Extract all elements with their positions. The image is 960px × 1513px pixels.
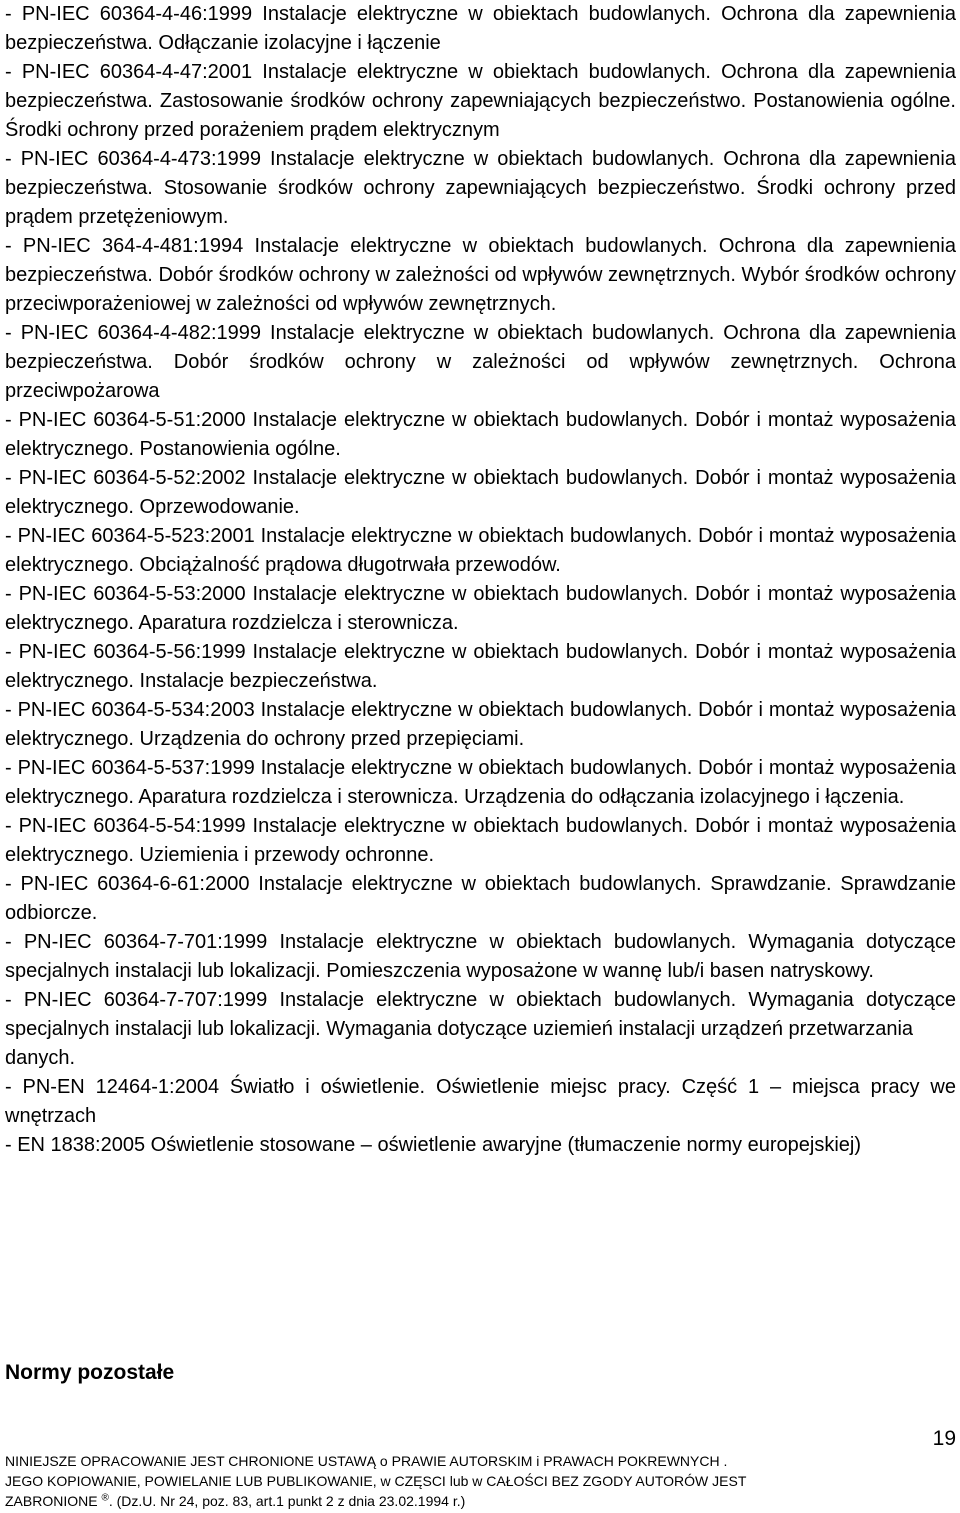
list-item: - PN-IEC 60364-5-537:1999 Instalacje elektryczne w obiektach budowlanych. Dobór i montaż wyposażenia elektrycznego. Aparatura rozdzielcza i sterownicza. Urządzenia do odłączania izolacyjnego i łączenia. [5,757,956,808]
list-item: - PN-IEC 60364-5-534:2003 Instalacje elektryczne w obiektach budowlanych. Dobór i montaż wyposażenia elektrycznego. Urządzenia do ochrony przed przepięciami. [5,699,956,750]
list-item: - PN-IEC 60364-5-52:2002 Instalacje elektryczne w obiektach budowlanych. Dobór i montaż wyposażenia elektrycznego. Oprzewodowanie. [5,467,956,518]
list-item: - PN-IEC 60364-4-47:2001 Instalacje elektryczne w obiektach budowlanych. Ochrona dla zapewnienia bezpieczeństwa. Zastosowanie środków ochrony zapewniających bezpieczeństwo. Postanowienia ogólne. Środki ochrony przed porażeniem prądem elektrycznym [5,61,956,141]
list-item: - PN-IEC 60364-4-473:1999 Instalacje elektryczne w obiektach budowlanych. Ochrona dla zapewnienia bezpieczeństwa. Stosowanie środków ochrony zapewniających bezpieczeństwo. Środki ochrony przed prądem przetężeniowym. [5,148,956,228]
footer-line-3-start: ZABRONIONE [5,1493,102,1509]
list-item: danych. [5,1047,76,1069]
list-item: - PN-IEC 60364-7-701:1999 Instalacje elektryczne w obiektach budowlanych. Wymagania dotyczące specjalnych instalacji lub lokalizacji. Pomieszczenia wyposażone w wannę lub/i basen natryskowy. [5,931,956,982]
list-item: - PN-EN 12464-1:2004 Światło i oświetlenie. Oświetlenie miejsc pracy. Część 1 – miejsca pracy we wnętrzach [5,1076,956,1127]
list-item: - PN-IEC 60364-5-51:2000 Instalacje elektryczne w obiektach budowlanych. Dobór i montaż wyposażenia elektrycznego. Postanowienia ogólne. [5,409,956,460]
list-item: - PN-IEC 60364-6-61:2000 Instalacje elektryczne w obiektach budowlanych. Sprawdzanie. Sprawdzanie odbiorcze. [5,873,956,924]
section-heading: Normy pozostałe [5,1361,175,1384]
registered-mark: ® [101,1492,109,1504]
list-item: - PN-IEC 60364-5-54:1999 Instalacje elektryczne w obiektach budowlanych. Dobór i montaż wyposażenia elektrycznego. Uziemienia i przewody ochronne. [5,815,956,866]
list-item: - PN-IEC 60364-7-707:1999 Instalacje elektryczne w obiektach budowlanych. Wymagania dotyczące specjalnych instalacji lub lokalizacji. Wymagania dotyczące uziemień instalacji urządzeń przetwarzania [5,989,956,1040]
footer-line-3 [5,1491,956,1511]
list-item: - EN 1838:2005 Oświetlenie stosowane – oświetlenie awaryjne (tłumaczenie normy europejskiej) [5,1134,861,1156]
standards-list [5,0,956,1160]
footer-line-1: NINIEJSZE OPRACOWANIE JEST CHRONIONE USTAWĄ o PRAWIE AUTORSKIM i PRAWACH POKREWNYCH . [5,1453,728,1469]
footer-line-3-end: . (Dz.U. Nr 24, poz. 83, art.1 punkt 2 z dnia 23.02.1994 r.) [108,1493,466,1509]
list-item: - PN-IEC 60364-5-53:2000 Instalacje elektryczne w obiektach budowlanych. Dobór i montaż wyposażenia elektrycznego. Aparatura rozdzielcza i sterownicza. [5,583,956,634]
footer-line-2: JEGO KOPIOWANIE, POWIELANIE LUB PUBLIKOWANIE, w CZĘSCI lub w CAŁOŚCI BEZ ZGODY AUTORÓW JEST [5,1473,747,1489]
list-item: - PN-IEC 60364-5-523:2001 Instalacje elektryczne w obiektach budowlanych. Dobór i montaż wyposażenia elektrycznego. Obciążalność prądowa długotrwała przewodów. [5,525,956,576]
list-item: - PN-IEC 60364-5-56:1999 Instalacje elektryczne w obiektach budowlanych. Dobór i montaż wyposażenia elektrycznego. Instalacje bezpieczeństwa. [5,641,956,692]
list-item: - PN-IEC 364-4-481:1994 Instalacje elektryczne w obiektach budowlanych. Ochrona dla zapewnienia bezpieczeństwa. Dobór środków ochrony w zależności od wpływów zewnętrznych. Wybór środków ochrony przeciwporażeniowej w zależności od wpływów zewnętrznych. [5,235,956,315]
list-item: - PN-IEC 60364-4-482:1999 Instalacje elektryczne w obiektach budowlanych. Ochrona dla zapewnienia bezpieczeństwa. Dobór środków ochrony w zależności od wpływów zewnętrznych. Ochrona przeciwpożarowa [5,322,956,402]
page-number: 19 [932,1427,956,1450]
list-item: - PN-IEC 60364-4-46:1999 Instalacje elektryczne w obiektach budowlanych. Ochrona dla zapewnienia bezpieczeństwa. Odłączanie izolacyjne i łączenie [5,3,956,54]
copyright-footer [5,1451,956,1511]
